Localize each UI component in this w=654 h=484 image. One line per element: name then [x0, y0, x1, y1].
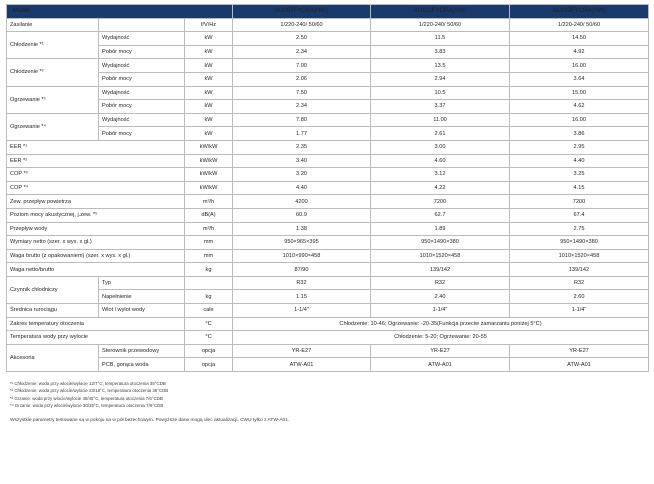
row-unit: kW/kW — [185, 168, 233, 182]
row-merged-value: Chłodzenie: 5-20; Ogrzewanie: 20-55 — [233, 331, 649, 345]
row-unit: kW — [185, 32, 233, 46]
row-value: 16.00 — [510, 113, 649, 127]
row-value: 1010×990×458 — [233, 249, 371, 263]
row-label: Ogrzewanie *³ — [7, 86, 99, 113]
row-sublabel: Wydajność — [99, 113, 185, 127]
row-unit: kW — [185, 113, 233, 127]
row-sublabel: Wydajność — [99, 59, 185, 73]
row-value: YR-E27 — [510, 344, 649, 358]
row-sublabel: Pobór mocy — [99, 45, 185, 59]
row-value: 1.77 — [233, 127, 371, 141]
row-unit: kW/kW — [185, 154, 233, 168]
row-value: 2.75 — [510, 222, 649, 236]
table-row — [7, 181, 649, 195]
row-value: 11.00 — [371, 113, 510, 127]
row-value: 4.22 — [371, 181, 510, 195]
row-label: Waga brutto (z opakowaniem) (szer. x wys. x gł.) — [7, 249, 185, 263]
row-unit: kW/kW — [185, 181, 233, 195]
row-unit: m³/h — [185, 195, 233, 209]
row-sublabel: Pobór mocy — [99, 72, 185, 86]
row-unit: kW — [185, 72, 233, 86]
row-value: 2.34 — [233, 100, 371, 114]
row-sublabel: Pobór mocy — [99, 127, 185, 141]
row-value: 2.06 — [233, 72, 371, 86]
header-model-au082: AU082FYCRA(HW) — [233, 5, 371, 19]
row-value: 7.80 — [233, 113, 371, 127]
table-row — [7, 154, 649, 168]
row-value: 15.00 — [510, 86, 649, 100]
table-row — [7, 59, 649, 73]
row-unit: dB(A) — [185, 208, 233, 222]
row-value: 2.40 — [371, 290, 510, 304]
row-unit: kW — [185, 127, 233, 141]
table-row — [7, 249, 649, 263]
row-value: 4.15 — [510, 181, 649, 195]
row-value: 4.92 — [510, 45, 649, 59]
header-model: Model — [7, 5, 233, 19]
row-value: 3.12 — [371, 168, 510, 182]
row-value: ATW-A01 — [510, 358, 649, 372]
footer-note: Wszystkie parametry testowane są w pokoju na w pół bezechowym. Powyższe dane mogą ulec aktualizacji. CWU tylko z ATW-A01. — [10, 418, 290, 424]
row-unit — [185, 276, 233, 290]
row-sublabel — [99, 18, 185, 32]
row-value: 3.40 — [233, 154, 371, 168]
row-label: COP *⁴ — [7, 181, 185, 195]
row-value: 3.20 — [233, 168, 371, 182]
row-value: 11.5 — [371, 32, 510, 46]
row-value: 1010×1520×458 — [510, 249, 649, 263]
row-sublabel: PCB, gorąca woda — [99, 358, 185, 372]
row-value: 1-1/4" — [371, 304, 510, 318]
row-label: Chłodzenie *¹ — [7, 32, 99, 59]
row-value: 2.95 — [510, 140, 649, 154]
row-value: 4.40 — [510, 154, 649, 168]
row-value: 950×965×395 — [233, 236, 371, 250]
row-unit: opcja — [185, 358, 233, 372]
row-value: 2.94 — [371, 72, 510, 86]
row-value: 2.34 — [233, 45, 371, 59]
table-row — [7, 72, 649, 86]
footnote-1: *¹ Chłodzenie: woda przy wlocie/wylocie 12/7°C, temperatura otoczenia 35°CDB — [10, 381, 166, 387]
row-value: 7200 — [371, 195, 510, 209]
row-sublabel: Napełnienie — [99, 290, 185, 304]
footnote-4: *⁴ Grzanie: woda przy wlocie/wylocie 30/35°C, temperatura otoczenia 7/6°CDB — [10, 402, 164, 408]
table-row — [7, 222, 649, 236]
row-value: 2.61 — [371, 127, 510, 141]
row-label: Czynnik chłodniczy — [7, 276, 99, 303]
row-unit: °C — [185, 317, 233, 331]
table-header — [7, 5, 649, 19]
row-unit: mm — [185, 236, 233, 250]
row-value: 13.5 — [371, 59, 510, 73]
row-value: 2.35 — [233, 140, 371, 154]
table-row — [7, 290, 649, 304]
row-value: 3.00 — [371, 140, 510, 154]
row-unit: kW — [185, 100, 233, 114]
row-unit: kW — [185, 86, 233, 100]
table-row — [7, 100, 649, 114]
header-model-au162: AU162FYCRA(HW) — [510, 5, 649, 19]
row-label: EER *² — [7, 154, 185, 168]
table-row — [7, 18, 649, 32]
row-label: Przepływ wody — [7, 222, 185, 236]
row-value: 1-1/4" — [233, 304, 371, 318]
row-sublabel: Sterownik przewodowy — [99, 344, 185, 358]
row-value: 1/220-240/ 50/60 — [371, 18, 510, 32]
header-row — [7, 5, 649, 19]
row-value: 139/142 — [371, 263, 510, 277]
table-row — [7, 358, 649, 372]
row-value: 67.4 — [510, 208, 649, 222]
specification-table — [6, 4, 649, 372]
row-label: Poziom mocy akustycznej, j.zew. *⁵ — [7, 208, 185, 222]
table-row — [7, 263, 649, 277]
row-value: 14.50 — [510, 32, 649, 46]
row-value: 1-1/4" — [510, 304, 649, 318]
row-value: 7.50 — [233, 86, 371, 100]
row-value: 1.89 — [371, 222, 510, 236]
row-value: 4.62 — [510, 100, 649, 114]
row-value: 2.50 — [233, 32, 371, 46]
footnote-2: *² Chłodzenie: woda przy wlocie/wylocie 23/18°C, temperatura otoczenia 35°CDB — [10, 388, 169, 394]
row-value: ATW-A01 — [371, 358, 510, 372]
row-label: Zakres temperatury otoczenia — [7, 317, 185, 331]
row-value: 3.25 — [510, 168, 649, 182]
row-value: 87/90 — [233, 263, 371, 277]
row-value: 2.60 — [510, 290, 649, 304]
row-value: 139/142 — [510, 263, 649, 277]
table-row — [7, 317, 649, 331]
table-row — [7, 127, 649, 141]
row-label: EER *¹ — [7, 140, 185, 154]
row-value: YR-E27 — [233, 344, 371, 358]
row-value: 1010×1520×458 — [371, 249, 510, 263]
row-label: Zasilanie — [7, 18, 99, 32]
table-row — [7, 45, 649, 59]
row-label: Wymiary netto (szer. x wys. x gł.) — [7, 236, 185, 250]
row-sublabel: Wydajność — [99, 86, 185, 100]
row-value: R32 — [510, 276, 649, 290]
row-merged-value: Chłodzenie: 10-46; Ogrzewanie: -20-35(Funkcja przeciw zamarzaniu poniżej 5°C) — [233, 317, 649, 331]
row-label: COP *³ — [7, 168, 185, 182]
table-row — [7, 140, 649, 154]
row-sublabel: Wlot i wylot wody — [99, 304, 185, 318]
row-unit: m³/h — [185, 222, 233, 236]
row-value: 7200 — [510, 195, 649, 209]
row-value: ATW-A01 — [233, 358, 371, 372]
footnote-3: *³ Grzanie: woda przy wlocie/wylocie 40/45°C, temperatura otoczenia 7/6°CDB — [10, 395, 163, 401]
row-value: 1.38 — [233, 222, 371, 236]
table-row — [7, 195, 649, 209]
row-label: Waga netto/brutto — [7, 263, 185, 277]
row-unit: kg — [185, 290, 233, 304]
table-row — [7, 32, 649, 46]
row-sublabel: Pobór mocy — [99, 100, 185, 114]
row-unit: kW/kW — [185, 140, 233, 154]
row-value: 950×1490×380 — [510, 236, 649, 250]
table-row — [7, 236, 649, 250]
row-value: 3.86 — [510, 127, 649, 141]
row-value: 60.9 — [233, 208, 371, 222]
header-model-au112: AU112FYCRA(HW) — [371, 5, 510, 19]
row-value: 3.83 — [371, 45, 510, 59]
row-unit: opcja — [185, 344, 233, 358]
row-unit: cale — [185, 304, 233, 318]
row-value: 7.00 — [233, 59, 371, 73]
row-value: 3.37 — [371, 100, 510, 114]
row-unit: mm — [185, 249, 233, 263]
table-row — [7, 344, 649, 358]
row-label: Chłodzenie *² — [7, 59, 99, 86]
row-value: 1/220-240/ 50/60 — [510, 18, 649, 32]
row-value: R32 — [371, 276, 510, 290]
row-label: Ogrzewanie *⁴ — [7, 113, 99, 140]
row-value: 4.60 — [371, 154, 510, 168]
table-row — [7, 331, 649, 345]
row-value: 62.7 — [371, 208, 510, 222]
footnotes — [6, 380, 648, 409]
row-unit: f/V/Hz — [185, 18, 233, 32]
table-row — [7, 168, 649, 182]
table-row — [7, 208, 649, 222]
table-row — [7, 276, 649, 290]
row-unit: kW — [185, 59, 233, 73]
table-row — [7, 113, 649, 127]
row-label: Temperatura wody przy wylocie — [7, 331, 185, 345]
row-value: YR-E27 — [371, 344, 510, 358]
row-label: Zew. przepływ powietrza — [7, 195, 185, 209]
row-value: 1/220-240/ 50/60 — [233, 18, 371, 32]
row-value: 4200 — [233, 195, 371, 209]
table-row — [7, 304, 649, 318]
row-unit: kW — [185, 45, 233, 59]
row-label: Średnica rurociągu — [7, 304, 99, 318]
table-row — [7, 86, 649, 100]
row-value: 3.64 — [510, 72, 649, 86]
row-value: 16.00 — [510, 59, 649, 73]
row-value: 4.40 — [233, 181, 371, 195]
row-value: 1.15 — [233, 290, 371, 304]
row-sublabel: Wydajność — [99, 32, 185, 46]
row-value: 950×1490×380 — [371, 236, 510, 250]
table-body — [7, 18, 649, 371]
row-unit: kg — [185, 263, 233, 277]
row-value: 10.5 — [371, 86, 510, 100]
row-label: Akcesoria — [7, 344, 99, 371]
row-sublabel: Typ — [99, 276, 185, 290]
row-unit: °C — [185, 331, 233, 345]
row-value: R32 — [233, 276, 371, 290]
